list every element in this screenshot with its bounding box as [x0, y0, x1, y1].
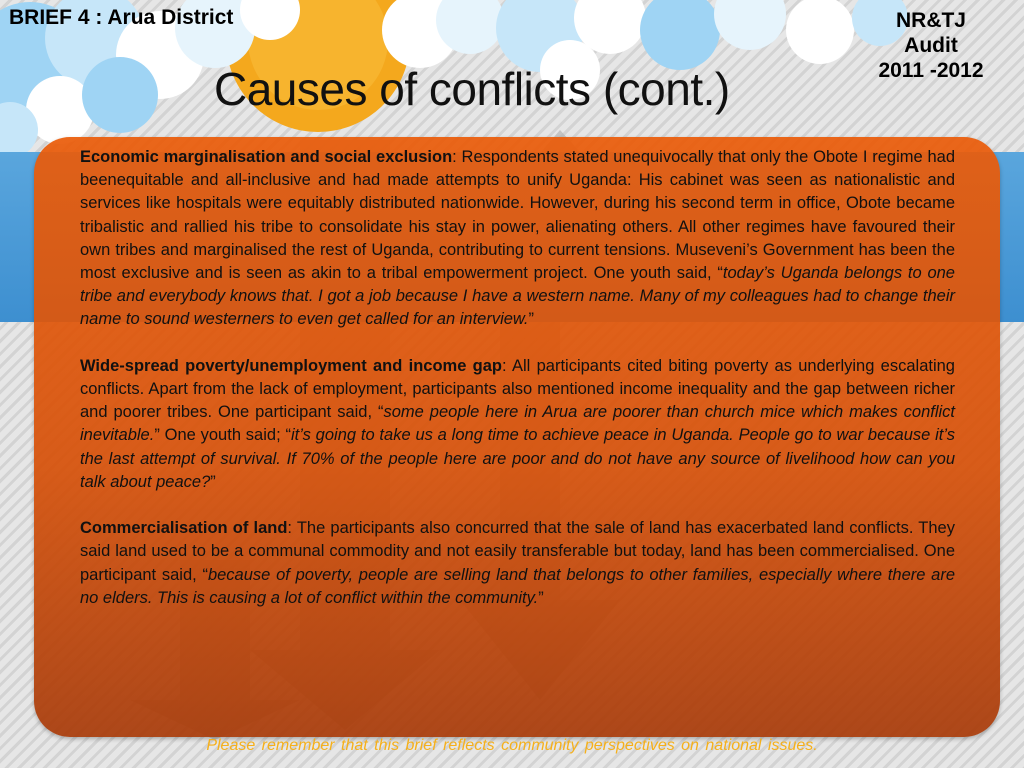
section-quote-2: it’s going to take us a long time to achieve peace in Uganda. People go to war because it’s the last attempt of survival. If 70% of the people here are poor and do not have any source of livelihood how can you talk about peace?: [80, 426, 955, 491]
section-land: [80, 517, 955, 610]
section-text: : Respondents stated unequivocally that only the Obote I regime had beenequitable and all-inclusive and had made attempts to unify Uganda: His cabinet was seen as nationalistic and services like hospitals were equitably distributed nationwide. However, during his second term in office, Obote became tribalistic and rallied his tribe to consolidate his stay in power, alienating others. All other regimes have favoured their own tribes and marginalised the rest of Uganda, contributing to current tensions. Museveni’s Government has been the most exclusive and is seen as akin to a tribal empowerment project. One youth said, “: [80, 148, 955, 283]
section-quote: because of poverty, people are selling land that belongs to other families, especially where there are no elders. This is causing a lot of conflict within the community.: [80, 565, 955, 607]
brief-label: BRIEF 4 : Arua District: [9, 6, 234, 29]
audit-label: [856, 8, 1006, 83]
section-quote: some people here in Arua are poorer than church mice which makes conflict inevitable.: [80, 403, 956, 445]
section-heading: Commercialisation of land: [80, 519, 288, 538]
section-poverty: [80, 355, 955, 494]
audit-line-2: Audit: [904, 34, 958, 57]
section-heading: Economic marginalisation and social exclusion: [80, 148, 453, 166]
section-text-end: ”: [538, 588, 544, 607]
section-quote: today’s Uganda belongs to one tribe and everybody knows that. I got a job because I have a western name. Many of my colleagues had to change their name to sound westerners to even get called for an interview.: [80, 264, 955, 329]
slide-title: Causes of conflicts (cont.): [214, 63, 730, 115]
content-text: [80, 146, 955, 633]
section-text-middle: ” One youth said; “: [154, 426, 291, 445]
section-text: : The participants also concurred that the sale of land has exacerbated land conflicts. They said land used to be a communal commodity and not easily transferable but today, land has been commercialised. One participant said, “: [80, 519, 955, 584]
section-text-end: ”: [528, 310, 535, 329]
section-economic: [80, 146, 955, 332]
footer-note: Please remember that this brief reflects community perspectives on national issues.: [206, 737, 818, 754]
section-heading: Wide-spread poverty/unemployment and income gap: [80, 356, 502, 375]
section-text-end: ”: [210, 472, 216, 491]
audit-line-3: 2011 -2012: [878, 59, 984, 82]
audit-line-1: NR&TJ: [895, 9, 966, 32]
section-text: : All participants cited biting poverty as underlying escalating conflicts. Apart from the lack of employment, participants also mentioned income inequality and the gap between richer and poorer tribes. One participant said, “: [80, 356, 955, 422]
